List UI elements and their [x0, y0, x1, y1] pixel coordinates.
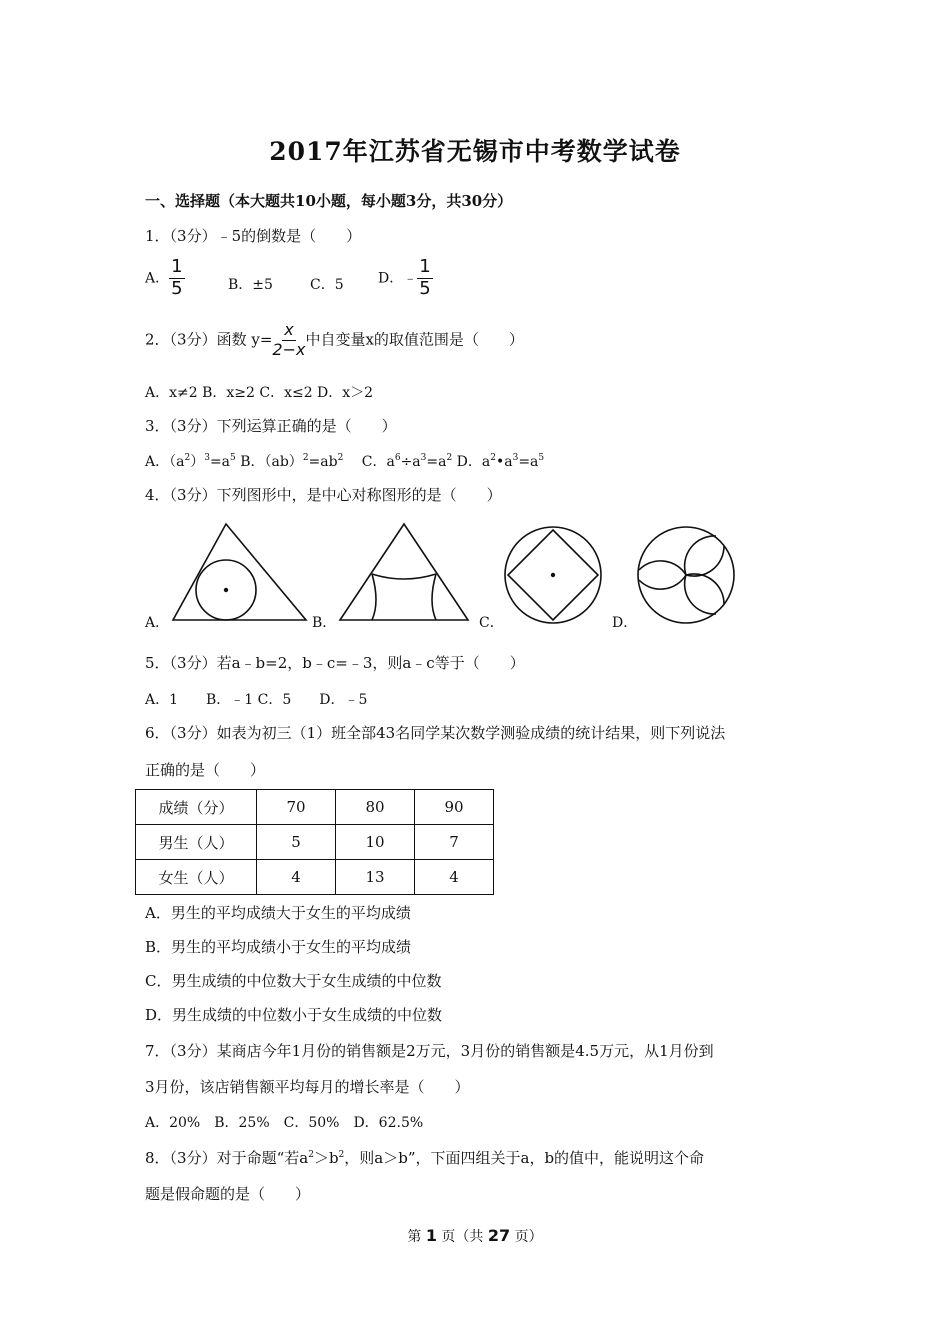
exponent: 2: [338, 1150, 345, 1160]
question-3-stem: 3．（3分）下列运算正确的是（ ）: [145, 417, 397, 435]
footer-text: 页）: [510, 1229, 543, 1245]
question-1-options: [145, 258, 185, 299]
exponent: 2: [184, 453, 191, 463]
figure-b-triangle-arcs: [336, 522, 476, 624]
figure-b-label: B．: [312, 615, 337, 631]
exponent: 5: [538, 453, 545, 463]
score-table: [135, 789, 494, 895]
option-a-text: ）: [190, 454, 205, 470]
page-number: 1: [425, 1226, 437, 1245]
figure-d-circle-petals: [636, 524, 740, 628]
fraction-x-over-2-minus-x: [272, 322, 305, 359]
option-d: [378, 258, 433, 299]
fraction-denominator: 2−x: [272, 339, 306, 359]
question-6-option-b: B．男生的平均成绩小于女生的平均成绩: [145, 938, 412, 956]
page-footer: [0, 1226, 950, 1246]
footer-text: 页（共: [436, 1229, 488, 1245]
question-8-text: ＞b: [313, 1149, 339, 1167]
table-row: [136, 825, 494, 860]
question-5-stem: 5．（3分）若a﹣b=2，b﹣c=﹣3，则a﹣c等于（ ）: [145, 654, 525, 672]
table-row: [136, 790, 494, 825]
figure-a-label: A．: [145, 615, 170, 631]
page-title: 2017年江苏省无锡市中考数学试卷: [269, 137, 681, 166]
question-7-stem-line1: 7．（3分）某商店今年1月份的销售额是2万元，3月份的销售额是4.5万元，从1月份到: [145, 1042, 714, 1060]
footer-text: 第: [407, 1229, 426, 1245]
question-7-stem-line2: 3月份，该店销售额平均每月的增长率是（ ）: [145, 1078, 470, 1096]
option-b-text: B．（ab）: [240, 454, 303, 470]
table-cell: 4: [415, 860, 494, 895]
question-1-stem: 1．（3分）﹣5的倒数是（ ）: [145, 227, 362, 245]
table-row: [136, 860, 494, 895]
question-7-options: A．20% B．25% C．50% D．62.5%: [145, 1115, 424, 1131]
fraction-numerator: x: [284, 320, 294, 339]
table-cell: 成绩（分）: [136, 790, 257, 825]
figure-c-circle-square: [502, 524, 606, 628]
question-2-prefix: 2．（3分）函数 y=: [145, 330, 273, 349]
option-d-label: D．﹣: [378, 270, 418, 287]
table-cell: 男生（人）: [136, 825, 257, 860]
option-d-text: =a: [518, 454, 539, 470]
fraction-denominator: 5: [419, 277, 431, 299]
exponent: 3: [512, 453, 519, 463]
table-cell: 7: [415, 825, 494, 860]
table-cell: 80: [336, 790, 415, 825]
question-6-option-d: D．男生成绩的中位数小于女生成绩的中位数: [145, 1006, 443, 1024]
question-3-options: [145, 451, 544, 471]
option-a-text: =a: [209, 454, 231, 470]
option-c-text: C．a: [361, 454, 395, 470]
exponent: 2: [308, 1150, 314, 1160]
question-2-stem: [145, 322, 524, 359]
option-d-text: D．a: [456, 454, 491, 470]
option-c-text: ÷a: [400, 454, 421, 470]
option-d-text: •a: [495, 454, 513, 470]
question-8-stem-line1: [145, 1147, 704, 1168]
fraction-numerator: 1: [171, 256, 183, 277]
option-b-text: =ab: [308, 454, 338, 470]
question-5-options: A．1 B．﹣1 C．5 D．﹣5: [145, 692, 368, 708]
option-c-text: =a: [426, 454, 447, 470]
table-cell: 10: [336, 825, 415, 860]
exponent: 2: [337, 453, 344, 463]
figure-d-label: D．: [612, 615, 638, 631]
exponent: 6: [394, 453, 401, 463]
table-cell: 5: [257, 825, 336, 860]
table-cell: 70: [257, 790, 336, 825]
exponent: 2: [446, 453, 453, 463]
table-cell: 13: [336, 860, 415, 895]
question-8-text: 8．（3分）对于命题“若a: [145, 1149, 309, 1167]
table-cell: 4: [257, 860, 336, 895]
question-2-options: A．x≠2 B．x≥2 C．x≤2 D．x＞2: [145, 385, 374, 401]
option-b: B．±5: [228, 277, 273, 293]
fraction-one-fifth: [417, 258, 432, 299]
exponent: 2: [490, 453, 496, 463]
page-total: 27: [487, 1226, 511, 1245]
section-heading: 一、选择题（本大题共10小题，每小题3分，共30分）: [145, 192, 513, 210]
option-c: C．5: [310, 277, 344, 293]
fraction-one-fifth: [169, 258, 184, 299]
question-6-stem-line1: 6．（3分）如表为初三（1）班全部43名同学某次数学测验成绩的统计结果，则下列说法: [145, 724, 726, 742]
question-2-suffix: 中自变量x的取值范围是（ ）: [305, 330, 524, 349]
table-cell: 90: [415, 790, 494, 825]
question-8-text: ，则a＞b”，下面四组关于a，b的值中，能说明这个命: [344, 1149, 705, 1167]
table-cell: 女生（人）: [136, 860, 257, 895]
fraction-denominator: 5: [171, 277, 183, 299]
question-6-stem-line2: 正确的是（ ）: [145, 761, 266, 779]
figure-c-label: C．: [479, 615, 504, 631]
exponent: 3: [420, 453, 427, 463]
question-4-stem: 4．（3分）下列图形中，是中心对称图形的是（ ）: [145, 486, 502, 504]
question-6-option-a: A．男生的平均成绩大于女生的平均成绩: [145, 904, 411, 922]
option-a-label: A．: [145, 270, 170, 287]
question-6-option-c: C．男生成绩的中位数大于女生成绩的中位数: [145, 972, 442, 990]
option-a-text: A．（a: [145, 454, 185, 470]
exponent: 2: [302, 453, 309, 463]
exponent: 3: [204, 453, 210, 463]
figure-a-triangle-incircle: [170, 522, 310, 624]
fraction-numerator: 1: [419, 256, 431, 277]
question-8-stem-line2: 题是假命题的是（ ）: [145, 1185, 311, 1203]
exponent: 5: [230, 453, 236, 463]
